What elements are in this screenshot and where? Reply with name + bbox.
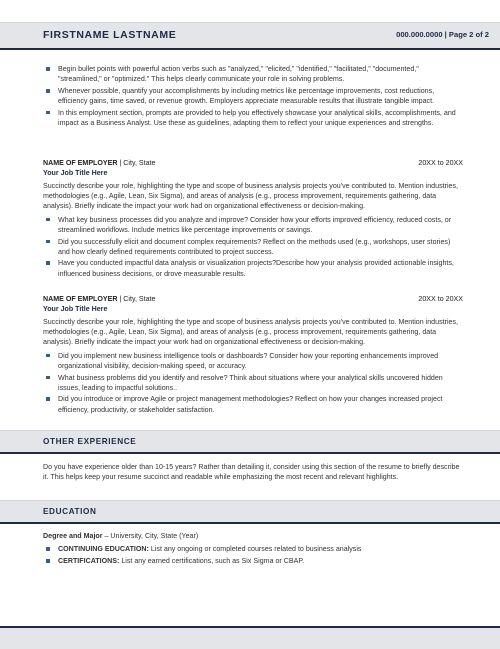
bullet-square-icon [46,89,50,93]
job-title: Your Job Title Here [43,305,108,313]
list-item: Did you introduce or improve Agile or project management methodologies? Reflect on how your changes increased project efficiency, productivity, or stakeholder satisfaction. [43,394,463,414]
list-item: Begin bullet points with powerful action verbs such as "analyzed," "elicited," "identified," "facilitated," "documented," "streamlined," or "optimized." This helps clearly communicate your role in solving problems. [43,64,463,84]
list-item: Whenever possible, quantify your accomplishments by including metrics like percentage improvements, cost reductions, efficiency gains, time saved, or revenue growth. Employers appreciate measurable results that illustrate tangible impact. [43,86,463,106]
list-item: CONTINUING EDUCATION: List any ongoing or completed courses related to business analysis [43,544,463,554]
bullet-square-icon [46,111,50,115]
section-header-education [0,500,500,524]
job-title: Your Job Title Here [43,169,108,177]
bullet-square-icon [46,559,50,563]
bullet-square-icon [46,67,50,71]
page-footer-bar [0,626,500,649]
employer-line [43,294,463,304]
employer-location: | City, State [117,295,156,303]
list-item: Did you implement new business intelligence tools or dashboards? Consider how your reporting enhancements improved organizational visibility, decision-making speed, or accuracy. [43,351,463,371]
contact-page-info: 000.000.0000 | Page 2 of 2 [396,30,489,39]
school-info: – University, City, State (Year) [102,532,199,540]
employer-line [43,158,463,168]
bullet-square-icon [46,354,50,358]
candidate-name: FIRSTNAME LASTNAME [43,29,177,41]
job-bullets [43,215,463,279]
bullet-square-icon [46,376,50,380]
section-title: EDUCATION [43,507,97,516]
list-item: What business problems did you identify and resolve? Think about situations where your analytical skills uncovered hidden issues, leading to impactful solutions.. [43,373,463,393]
intro-bullets [43,64,463,130]
bullet-square-icon [46,218,50,222]
section-header-other-experience [0,430,500,454]
list-item: In this employment section, prompts are provided to help you effectively showcase your analytical skills, accomplishments, and impact as a Business Analyst. Use these as guidelines, adapting them to reflect your unique experiences and strengths. [43,108,463,128]
other-experience-text: Do you have experience older than 10-15 years? Rather than detailing it, consider using this section of the resume to briefly describe it. This helps keep your resume succinct and readable while emphasizing the most recent and relevant highlights. [43,463,460,482]
page-header [0,22,500,50]
bullet-square-icon [46,261,50,265]
bullet-square-icon [46,547,50,551]
job-dates: 20XX to 20XX [418,159,463,167]
bullet-square-icon [46,240,50,244]
list-item: What key business processes did you analyze and improve? Consider how your efforts improved efficiency, reduced costs, or streamlined workflows. Include metrics like percentage improvements or savings. [43,215,463,235]
section-title: OTHER EXPERIENCE [43,437,137,446]
job-description: Succinctly describe your role, highlighting the type and scope of business analysis projects you've contributed to. Mention industries, methodologies (e.g., Agile, Lean, Six Sigma), and areas of analysis (e.g., process improvement, requirements gathering, data analysis). Briefly indicate the impact your work had on organizational effectiveness or decision-making. [43,182,458,211]
employer-name: NAME OF EMPLOYER [43,159,118,167]
employer-name: NAME OF EMPLOYER [43,295,118,303]
job-bullets [43,351,463,415]
job-entry [43,158,463,280]
job-dates: 20XX to 20XX [418,295,463,303]
education-block [43,531,463,568]
employer-location: | City, State [117,159,156,167]
job-entry [43,294,463,416]
degree-name: Degree and Major [43,532,103,540]
degree-line [43,531,463,541]
education-items [43,544,463,566]
bullet-square-icon [46,397,50,401]
list-item: CERTIFICATIONS: List any earned certifications, such as Six Sigma or CBAP. [43,556,463,566]
list-item: Have you conducted impactful data analysis or visualization projects?Describe how your analysis provided actionable insights, influenced business decisions, or drove measurable results. [43,258,463,278]
job-description: Succinctly describe your role, highlighting the type and scope of business analysis projects you've contributed to. Mention industries, methodologies (e.g., Agile, Lean, Six Sigma), and areas of analysis (e.g., process improvement, requirements gathering, data analysis). Briefly indicate the impact your work had on organizational effectiveness or decision-making. [43,318,458,347]
list-item: Did you successfully elicit and document complex requirements? Reflect on the methods used (e.g., workshops, user stories) and how clearly defined requirements contributed to project success. [43,237,463,257]
